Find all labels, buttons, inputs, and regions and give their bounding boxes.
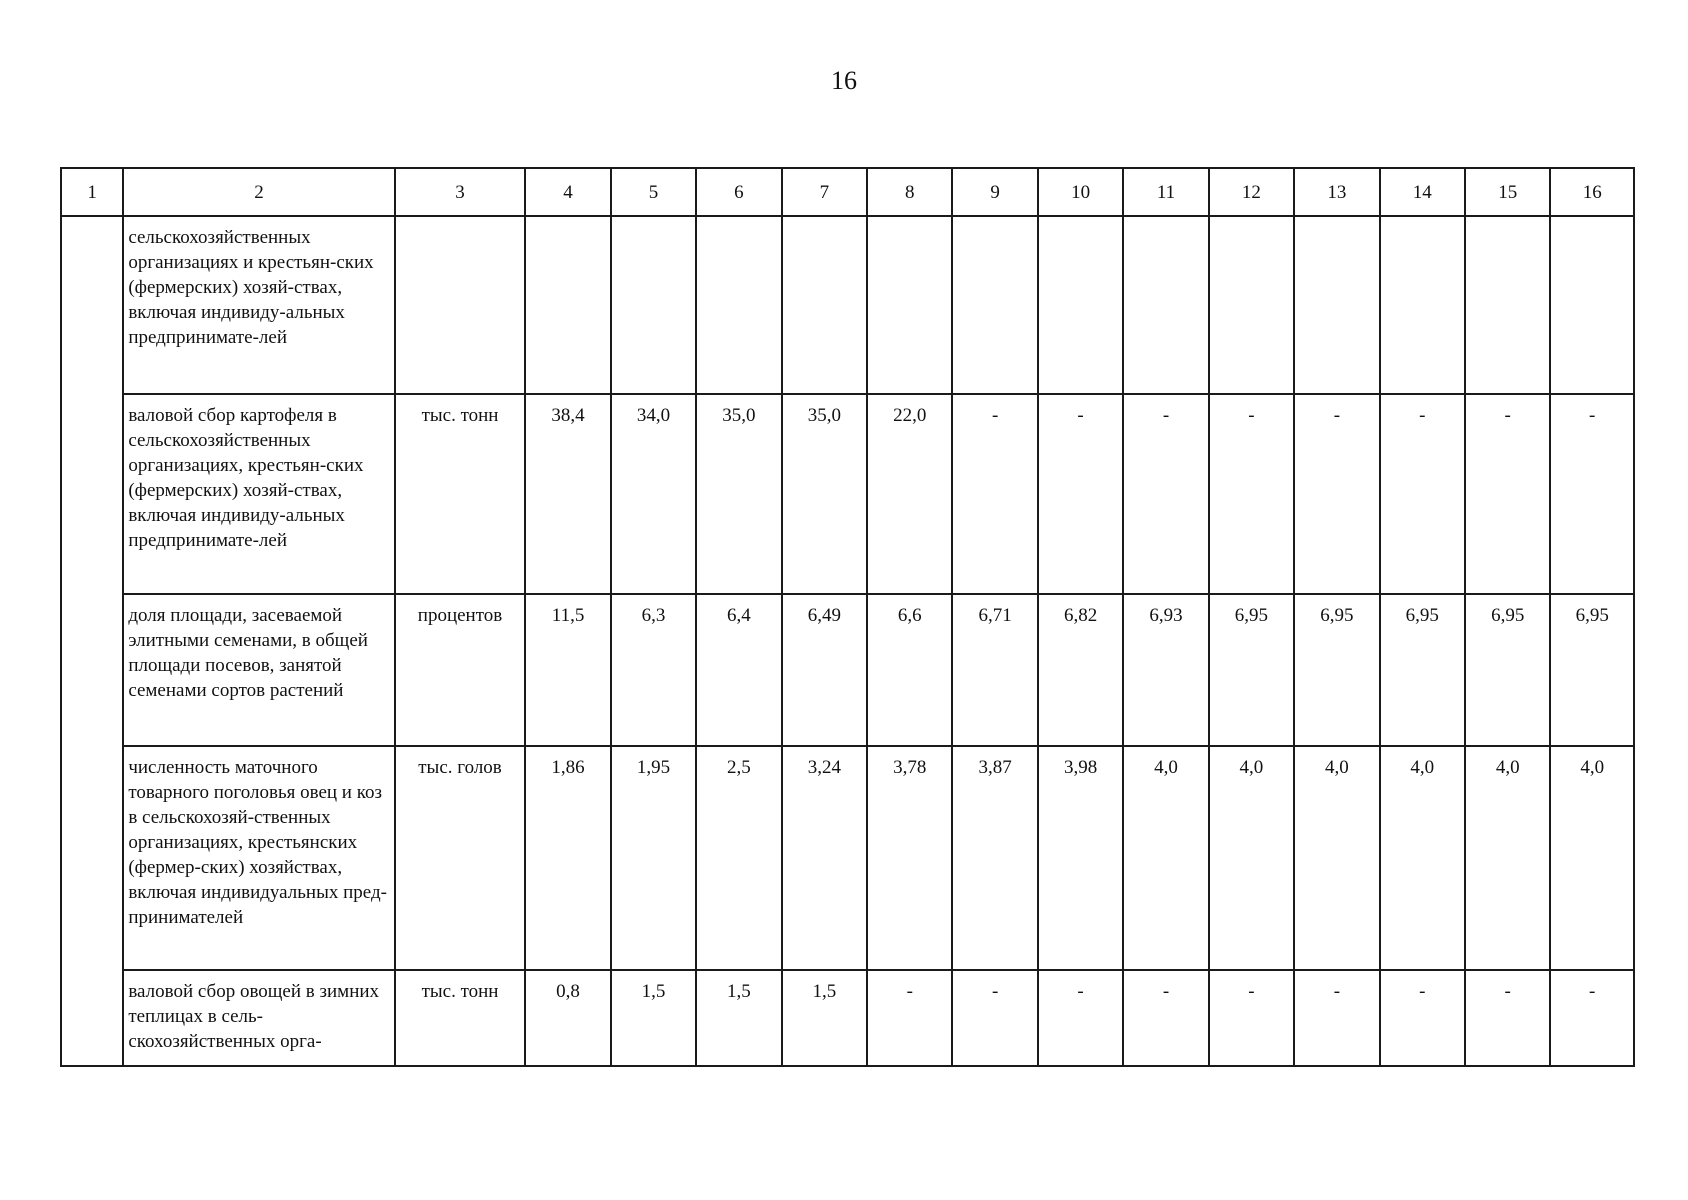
- value-cell: [1465, 216, 1550, 394]
- value-cell: [1038, 216, 1123, 394]
- value-cell: [696, 216, 781, 394]
- value-cell: [782, 216, 867, 394]
- value-cell: -: [1465, 394, 1550, 594]
- value-cell: -: [952, 394, 1037, 594]
- value-cell: 6,95: [1380, 594, 1465, 746]
- row-number-cell: [61, 216, 123, 1066]
- value-cell: -: [1209, 394, 1294, 594]
- value-cell: 11,5: [525, 594, 610, 746]
- value-cell: 6,49: [782, 594, 867, 746]
- value-cell: -: [1550, 394, 1634, 594]
- unit-cell: тыс. тонн: [395, 394, 526, 594]
- value-cell: 6,95: [1465, 594, 1550, 746]
- value-cell: [867, 216, 952, 394]
- value-cell: -: [1294, 394, 1379, 594]
- value-cell: [525, 216, 610, 394]
- col-header: 2: [123, 168, 394, 216]
- value-cell: -: [867, 970, 952, 1066]
- page-number: 16: [831, 66, 857, 95]
- value-cell: 6,6: [867, 594, 952, 746]
- value-cell: [1294, 216, 1379, 394]
- indicator-name-cell: доля площади, засеваемой элитными семенами, в общей площади посевов, занятой семенами сортов растений: [123, 594, 394, 746]
- value-cell: 3,24: [782, 746, 867, 970]
- col-header: 7: [782, 168, 867, 216]
- value-cell: 1,5: [782, 970, 867, 1066]
- value-cell: -: [1380, 394, 1465, 594]
- value-cell: 22,0: [867, 394, 952, 594]
- table-row: [61, 746, 1634, 970]
- value-cell: 6,71: [952, 594, 1037, 746]
- value-cell: 6,95: [1550, 594, 1634, 746]
- unit-cell: тыс. тонн: [395, 970, 526, 1066]
- value-cell: 4,0: [1550, 746, 1634, 970]
- value-cell: -: [1550, 970, 1634, 1066]
- indicator-name-cell: валовой сбор картофеля в сельскохозяйственных организациях, крестьян-ских (фермерских) хозяй-ствах, включая индивиду-альных предпринимате-лей: [123, 394, 394, 594]
- value-cell: [952, 216, 1037, 394]
- value-cell: 4,0: [1294, 746, 1379, 970]
- header-row: [61, 168, 1634, 216]
- value-cell: -: [1209, 970, 1294, 1066]
- value-cell: -: [952, 970, 1037, 1066]
- col-header: 1: [61, 168, 123, 216]
- value-cell: 0,8: [525, 970, 610, 1066]
- col-header: 14: [1380, 168, 1465, 216]
- value-cell: 35,0: [782, 394, 867, 594]
- value-cell: 34,0: [611, 394, 696, 594]
- col-header: 3: [395, 168, 526, 216]
- value-cell: -: [1038, 394, 1123, 594]
- value-cell: [1550, 216, 1634, 394]
- col-header: 5: [611, 168, 696, 216]
- value-cell: 6,93: [1123, 594, 1208, 746]
- col-header: 15: [1465, 168, 1550, 216]
- value-cell: 6,82: [1038, 594, 1123, 746]
- value-cell: 3,98: [1038, 746, 1123, 970]
- value-cell: [1380, 216, 1465, 394]
- indicator-name-cell: сельскохозяйственных организациях и крестьян-ских (фермерских) хозяй-ствах, включая индивиду-альных предпринимате-лей: [123, 216, 394, 394]
- value-cell: 35,0: [696, 394, 781, 594]
- value-cell: -: [1123, 394, 1208, 594]
- value-cell: 6,95: [1209, 594, 1294, 746]
- value-cell: 6,4: [696, 594, 781, 746]
- table-row: [61, 394, 1634, 594]
- indicator-name-cell: валовой сбор овощей в зимних теплицах в сель-скохозяйственных орга-: [123, 970, 394, 1066]
- unit-cell: процентов: [395, 594, 526, 746]
- value-cell: 1,86: [525, 746, 610, 970]
- value-cell: 3,78: [867, 746, 952, 970]
- value-cell: 4,0: [1380, 746, 1465, 970]
- col-header: 8: [867, 168, 952, 216]
- col-header: 4: [525, 168, 610, 216]
- col-header: 6: [696, 168, 781, 216]
- col-header: 13: [1294, 168, 1379, 216]
- col-header: 16: [1550, 168, 1634, 216]
- value-cell: 6,3: [611, 594, 696, 746]
- value-cell: 6,95: [1294, 594, 1379, 746]
- value-cell: 1,95: [611, 746, 696, 970]
- value-cell: -: [1294, 970, 1379, 1066]
- value-cell: [611, 216, 696, 394]
- value-cell: 3,87: [952, 746, 1037, 970]
- col-header: 10: [1038, 168, 1123, 216]
- value-cell: 38,4: [525, 394, 610, 594]
- value-cell: -: [1380, 970, 1465, 1066]
- col-header: 9: [952, 168, 1037, 216]
- col-header: 11: [1123, 168, 1208, 216]
- value-cell: 1,5: [611, 970, 696, 1066]
- value-cell: [1123, 216, 1208, 394]
- value-cell: 4,0: [1465, 746, 1550, 970]
- indicator-name-cell: численность маточного товарного поголовья овец и коз в сельскохозяй-ственных организациях, крестьянских (фермер-ских) хозяйствах, включая индивидуальных пред-принимателей: [123, 746, 394, 970]
- value-cell: 4,0: [1123, 746, 1208, 970]
- value-cell: -: [1465, 970, 1550, 1066]
- value-cell: [1209, 216, 1294, 394]
- data-table: [60, 167, 1635, 1067]
- value-cell: 1,5: [696, 970, 781, 1066]
- table-row: [61, 970, 1634, 1066]
- col-header: 12: [1209, 168, 1294, 216]
- value-cell: 4,0: [1209, 746, 1294, 970]
- value-cell: -: [1123, 970, 1208, 1066]
- value-cell: 2,5: [696, 746, 781, 970]
- table-row: [61, 594, 1634, 746]
- unit-cell: [395, 216, 526, 394]
- unit-cell: тыс. голов: [395, 746, 526, 970]
- value-cell: -: [1038, 970, 1123, 1066]
- table-row: [61, 216, 1634, 394]
